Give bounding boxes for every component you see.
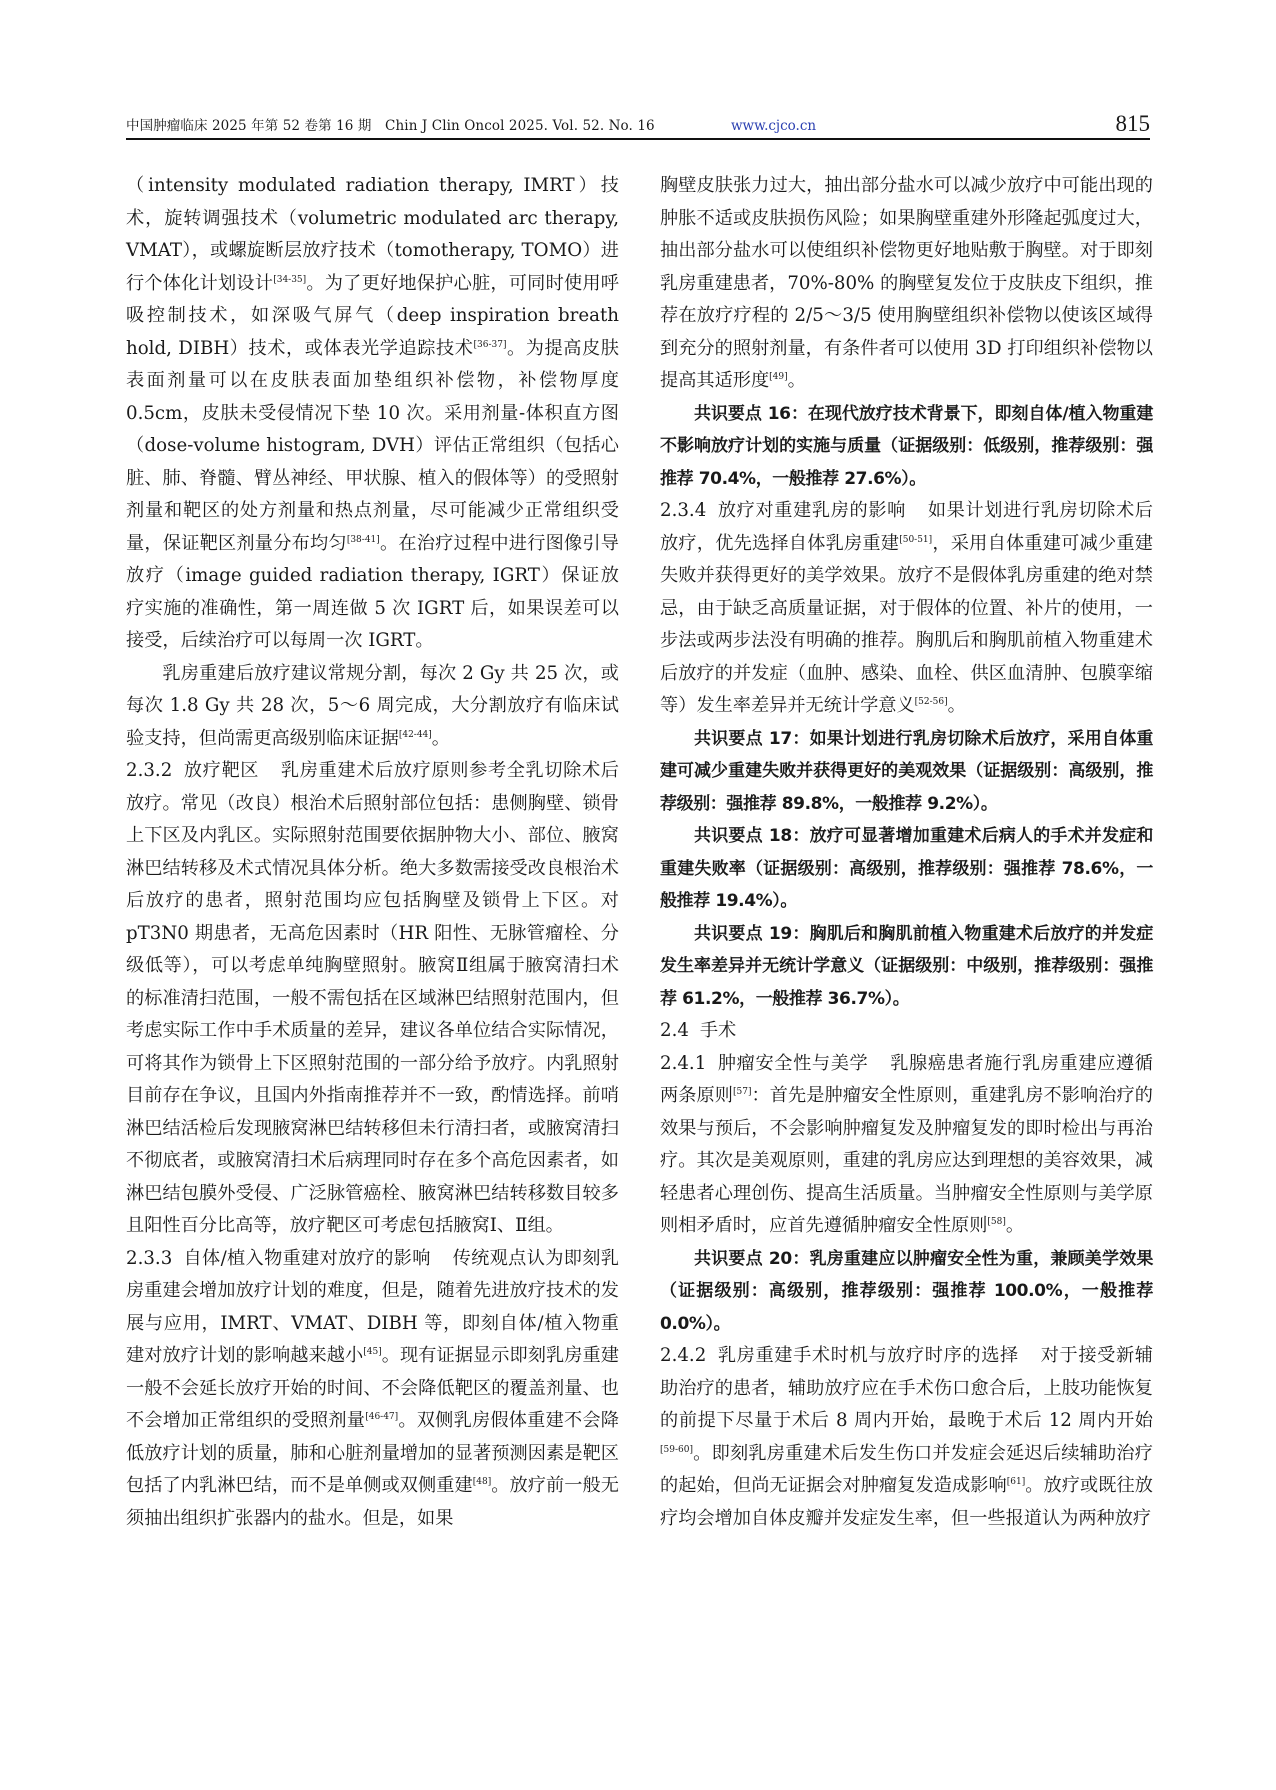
citation-ref: [38-41] — [346, 534, 380, 545]
section-title: 放疗对重建乳房的影响 — [717, 500, 906, 521]
citation-ref: [50-51] — [899, 534, 933, 545]
section-title: 乳房重建手术时机与放疗时序的选择 — [717, 1345, 1019, 1366]
paragraph-tissue-expander: 胸壁皮肤张力过大，抽出部分盐水可以减少放疗中可能出现的肿胀不适或皮肤损伤风险；如果胸壁重建外形隆起弧度过大，抽出部分盐水可以使组织补偿物更好地贴敷于胸壁。对于即刻乳房重建患者，70%-80% 的胸壁复发位于皮肤皮下组织，推荐在放疗疗程的 2/5～3/5 使用胸壁组织补偿物以使该区域得到充分的照射剂量，有条件者可以使用 3D 打印组织补偿物以提高其适形度[49]。 — [660, 175, 1153, 391]
consensus-point-18: 共识要点 18：放疗可显著增加重建术后病人的手术并发症和重建失败率（证据级别：高级别，推荐级别：强推荐 78.6%，一般推荐 19.4%）。 — [660, 826, 1153, 911]
section-number: 2.3.4 — [660, 500, 707, 521]
citation-ref: [59-60] — [660, 1444, 693, 1455]
section-number: 2.3.2 — [126, 760, 173, 781]
consensus-point-19: 共识要点 19：胸肌后和胸肌前植入物重建术后放疗的并发症发生率差异并无统计学意义（证据级别：中级别，推荐级别：强推荐 61.2%，一般推荐 36.7%）。 — [660, 923, 1153, 1009]
consensus-point-16: 共识要点 16：在现代放疗技术背景下，即刻自体/植入物重建不影响放疗计划的实施与质量（证据级别：低级别，推荐级别：强推荐 70.4%，一般推荐 27.6%）。 — [660, 403, 1153, 489]
section-2-4-2: 2.4.2 乳房重建手术时机与放疗时序的选择 对于接受新辅助治疗的患者，辅助放疗应在手术伤口愈合后，上肢功能恢复的前提下尽量于术后 8 周内开始，最晚于术后 12 周内开始[59-60]。即刻乳房重建术后发生伤口并发症会延迟后续辅助治疗的起始，但尚无证据会对肿瘤复发造成影响[61]。放疗或既往放疗均会增加自体皮瓣并发症发生率，但一些报道认为两种放疗 — [660, 1345, 1153, 1529]
citation-ref: [61] — [1006, 1476, 1026, 1487]
right-column — [660, 170, 1153, 1535]
paragraph-imrt-techniques: （intensity modulated radiation therapy, IMRT）技术，旋转调强技术（volumetric modulated arc therapy, VMAT），或螺旋断层放疗技术（tomotherapy, TOMO）进行个体化计划设计[34-35]。为了更好地保护心脏，可同时使用呼吸控制技术，如深吸气屏气（deep inspiration breath hold, DIBH）技术，或体表光学追踪技术[36-37]。为提高皮肤表面剂量可以在皮肤表面加垫组织补偿物，补偿物厚度 0.5cm，皮肤未受侵情况下垫 10 次。采用剂量-体积直方图（dose-volume histogram, DVH）评估正常组织（包括心脏、肺、脊髓、臂丛神经、甲状腺、植入的假体等）的受照射剂量和靶区的处方剂量和热点剂量，尽可能减少正常组织受量，保证靶区剂量分布均匀[38-41]。在治疗过程中进行图像引导放疗（image guided radiation therapy, IGRT）保证放疗实施的准确性，第一周连做 5 次 IGRT 后，如果误差可以接受，后续治疗可以每周一次 IGRT。 — [126, 175, 619, 651]
paragraph-fractionation: 乳房重建后放疗建议常规分割，每次 2 Gy 共 25 次，或每次 1.8 Gy 共 28 次，5～6 周完成，大分割放疗有临床试验支持，但尚需更高级别临床证据[42-44]。 — [126, 662, 619, 749]
section-title: 自体/植入物重建对放疗的影响 — [183, 1247, 431, 1269]
journal-citation: 中国肿瘤临床 2025 年第 52 卷第 16 期 Chin J Clin Oncol 2025. Vol. 52. No. 16 — [126, 118, 655, 134]
section-2-4 — [660, 1015, 1153, 1048]
citation-ref: [42-44] — [398, 729, 432, 740]
running-header — [126, 104, 1150, 138]
citation-ref: [48] — [472, 1476, 492, 1487]
section-title: 放疗靶区 — [183, 760, 260, 781]
consensus-point-17: 共识要点 17：如果计划进行乳房切除术后放疗，采用自体重建可减少重建失败并获得更好的美观效果（证据级别：高级别，推荐级别：强推荐 89.8%，一般推荐 9.2%）。 — [660, 728, 1153, 814]
section-number: 2.4.1 — [660, 1052, 707, 1074]
section-2-4-1: 2.4.1 肿瘤安全性与美学 乳腺癌患者施行乳房重建应遵循两条原则[57]：首先是肿瘤安全性原则，重建乳房不影响治疗的效果与预后，不会影响肿瘤复发及肿瘤复发的即时检出与再治疗。其次是美观原则，重建的乳房应达到理想的美容效果，减轻患者心理创伤、提高生活质量。当肿瘤安全性原则与美学原则相矛盾时，应首先遵循肿瘤安全性原则[58]。 — [660, 1052, 1153, 1236]
page-number: 815 — [1115, 111, 1150, 136]
section-title: 手术 — [699, 1020, 737, 1041]
section-2-3-3: 2.3.3 自体/植入物重建对放疗的影响 传统观点认为即刻乳房重建会增加放疗计划的难度，但是，随着先进放疗技术的发展与应用，IMRT、VMAT、DIBH 等，即刻自体/植入物重建对放疗计划的影响越来越小[45]。现有证据显示即刻乳房重建一般不会延长放疗开始的时间、不会降低靶区的覆盖剂量、也不会增加正常组织的受照剂量[46-47]。双侧乳房假体重建不会降低放疗计划的质量，肺和心脏剂量增加的显著预测因素是靶区包括了内乳淋巴结，而不是单侧或双侧重建[48]。放疗前一般无须抽出组织扩张器内的盐水。但是，如果 — [126, 1247, 619, 1529]
citation-ref: [36-37] — [473, 339, 507, 350]
citation-ref: [45] — [363, 1346, 382, 1357]
header-rule — [126, 138, 1150, 140]
section-2-3-2: 2.3.2 放疗靶区 乳房重建术后放疗原则参考全乳切除术后放疗。常见（改良）根治术后照射部位包括：患侧胸壁、锁骨上下区及内乳区。实际照射范围要依据肿物大小、部位、腋窝淋巴结转移及术式情况具体分析。绝大多数需接受改良根治术后放疗的患者，照射范围均应包括胸壁及锁骨上下区。对 pT3N0 期患者，无高危因素时（HR 阳性、无脉管瘤栓、分级低等），可以考虑单纯胸壁照射。腋窝Ⅱ组属于腋窝清扫术的标准清扫范围，一般不需包括在区域淋巴结照射范围内，但考虑实际工作中手术质量的差异，建议各单位结合实际情况，可将其作为锁骨上下区照射范围的一部分给予放疗。内乳照射目前存在争议，且国内外指南推荐并不一致，酌情选择。前哨淋巴结活检后发现腋窝淋巴结转移但未行清扫者，或腋窝清扫不彻底者，或腋窝清扫术后病理同时存在多个高危因素者，如淋巴结包膜外受侵、广泛脉管癌栓、腋窝淋巴结转移数目较多且阳性百分比高等，放疗靶区可考虑包括腋窝Ⅰ、Ⅱ组。 — [126, 760, 619, 1236]
section-title: 肿瘤安全性与美学 — [717, 1052, 869, 1074]
section-number: 2.3.3 — [126, 1247, 173, 1269]
citation-ref: [58] — [987, 1216, 1006, 1227]
left-column — [126, 170, 619, 1535]
consensus-point-20: 共识要点 20：乳房重建应以肿瘤安全性为重，兼顾美学效果（证据级别：高级别，推荐级别：强推荐 100.0%，一般推荐 0.0%）。 — [660, 1248, 1153, 1334]
section-2-3-4: 2.3.4 放疗对重建乳房的影响 如果计划进行乳房切除术后放疗，优先选择自体乳房重建[50-51]，采用自体重建可减少重建失败并获得更好的美学效果。放疗不是假体乳房重建的绝对禁忌，由于缺乏高质量证据，对于假体的位置、补片的使用，一步法或两步法没有明确的推荐。胸肌后和胸肌前植入物重建术后放疗的并发症（血肿、感染、血栓、供区血清肿、包膜挛缩等）发生率差异并无统计学意义[52-56]。 — [660, 500, 1153, 716]
section-number: 2.4.2 — [660, 1345, 707, 1366]
citation-ref: [49] — [769, 371, 788, 382]
journal-url-link[interactable]: www.cjco.cn — [731, 118, 817, 134]
citation-ref: [34-35] — [273, 274, 307, 285]
section-number: 2.4 — [660, 1020, 689, 1041]
citation-ref: [57] — [733, 1086, 752, 1097]
citation-ref: [46-47] — [365, 1411, 399, 1422]
citation-ref: [52-56] — [914, 696, 948, 707]
